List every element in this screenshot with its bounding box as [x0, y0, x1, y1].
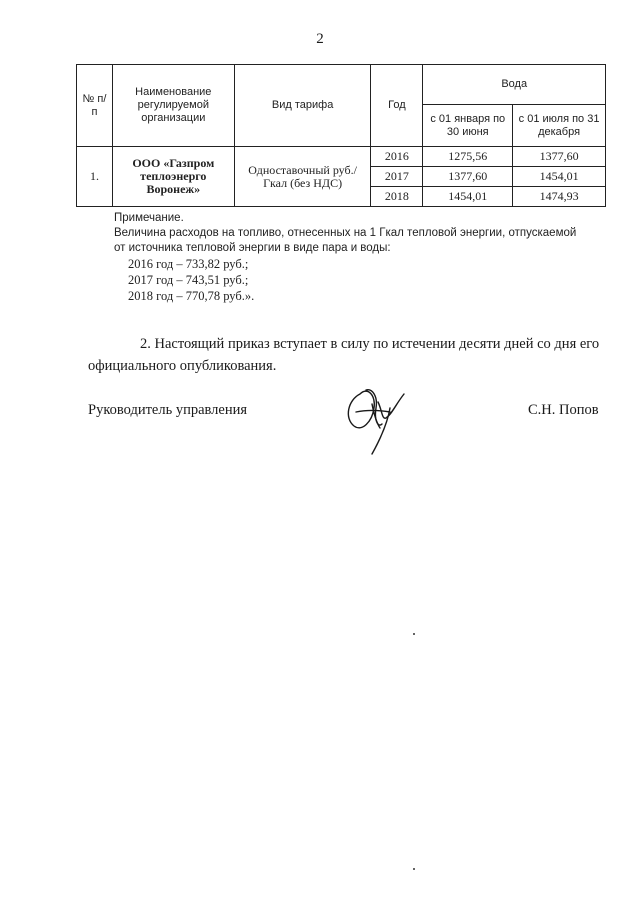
row-year: 2017	[371, 167, 423, 187]
header-year: Год	[371, 65, 423, 147]
row-value-h2: 1377,60	[513, 147, 606, 167]
note-line-1: Величина расходов на топливо, отнесенных на 1 Гкал тепловой энергии, отпускаемой	[114, 227, 577, 239]
note-year-item: 2018 год – 770,78 руб.».	[128, 289, 255, 303]
row-value-h1: 1275,56	[423, 147, 513, 167]
row-value-h2: 1454,01	[513, 167, 606, 187]
header-period-2: с 01 июля по 31 декабря	[513, 105, 606, 147]
order-paragraph: 2. Настоящий приказ вступает в силу по истечении десяти дней со дня его официального опубликования.	[88, 336, 600, 374]
note-block	[114, 211, 576, 304]
note-year-item: 2016 год – 733,82 руб.;	[128, 257, 249, 271]
header-tariff-type: Вид тарифа	[234, 65, 371, 147]
header-num: № п/п	[77, 65, 113, 147]
row-year: 2018	[371, 187, 423, 207]
note-year-item: 2017 год – 743,51 руб.;	[128, 273, 249, 287]
header-org: Наименование регулируемой организации	[112, 65, 234, 147]
note-year-list	[114, 256, 576, 304]
signer-title: Руководитель управления	[88, 402, 248, 418]
row-value-h1: 1454,01	[423, 187, 513, 207]
signer-name: С.Н. Попов	[528, 402, 599, 418]
tariff-table	[76, 64, 606, 207]
note-line-2: от источника тепловой энергии в виде пара и воды:	[114, 242, 391, 254]
note-title: Примечание.	[114, 212, 184, 224]
page-number: 2	[316, 31, 324, 47]
row-org: ООО «Газпром теплоэнерго Воронеж»	[112, 147, 234, 207]
scan-speck	[413, 868, 415, 870]
row-year: 2016	[371, 147, 423, 167]
row-value-h2: 1474,93	[513, 187, 606, 207]
header-period-1: с 01 января по 30 июня	[423, 105, 513, 147]
row-value-h1: 1377,60	[423, 167, 513, 187]
row-num: 1.	[77, 147, 113, 207]
scan-speck	[413, 633, 415, 635]
signature-icon	[338, 374, 414, 458]
header-water: Вода	[423, 65, 606, 105]
row-tariff-type: Одноставочный руб./Гкал (без НДС)	[234, 147, 371, 207]
